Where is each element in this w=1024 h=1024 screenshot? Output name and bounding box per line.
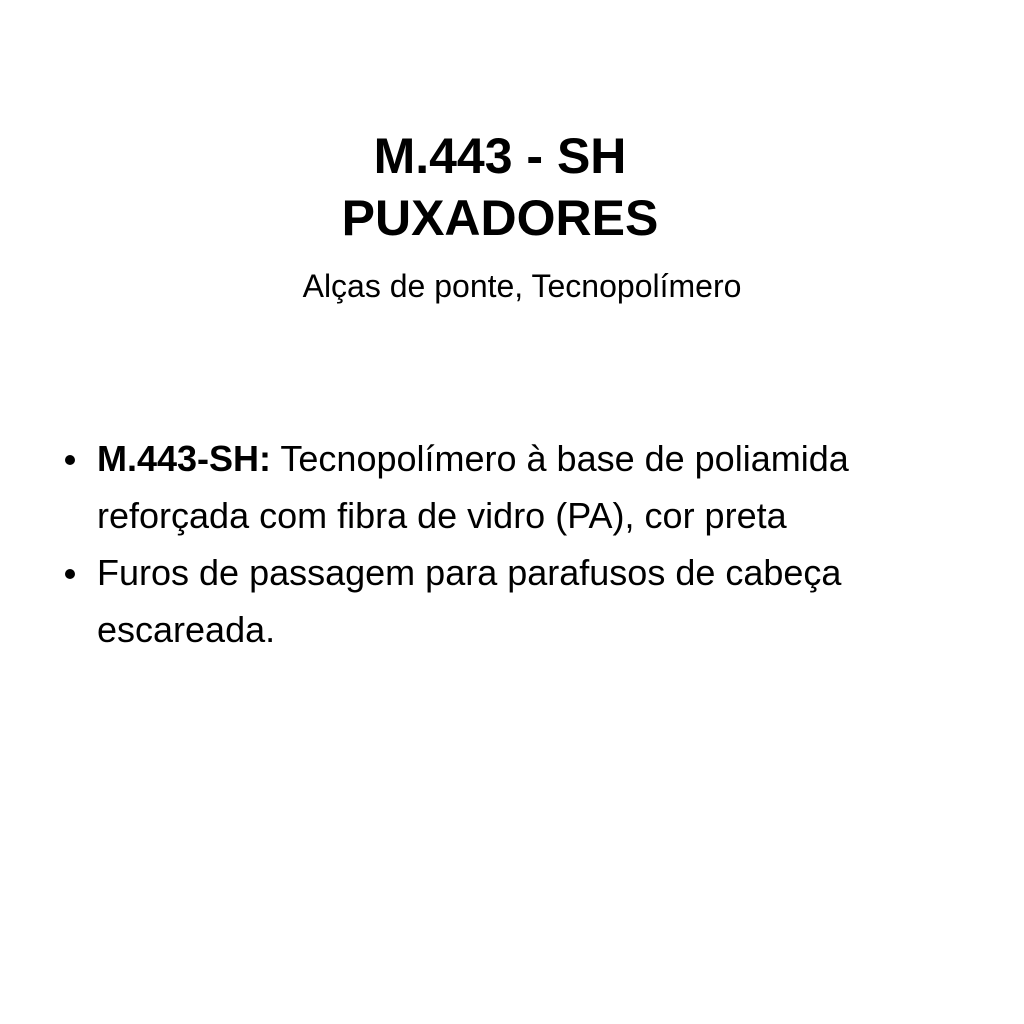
bullet-dot-icon	[65, 455, 75, 465]
product-subtitle: Alças de ponte, Tecnopolímero	[302, 268, 742, 304]
feature-text: Furos de passagem para parafusos de cabeça escareada.	[97, 552, 842, 650]
feature-list	[97, 430, 977, 658]
bullet-dot-icon	[65, 569, 75, 579]
product-code-title: M.443 - SH	[373, 128, 627, 184]
product-category-title: PUXADORES	[341, 190, 659, 246]
feature-item-material	[97, 430, 977, 544]
feature-item-holes	[97, 544, 977, 658]
feature-lead-label: M.443-SH:	[97, 438, 272, 479]
feature-text: Tecnopolímero à base de poliamida reforçada com fibra de vidro (PA), cor preta	[97, 438, 849, 536]
